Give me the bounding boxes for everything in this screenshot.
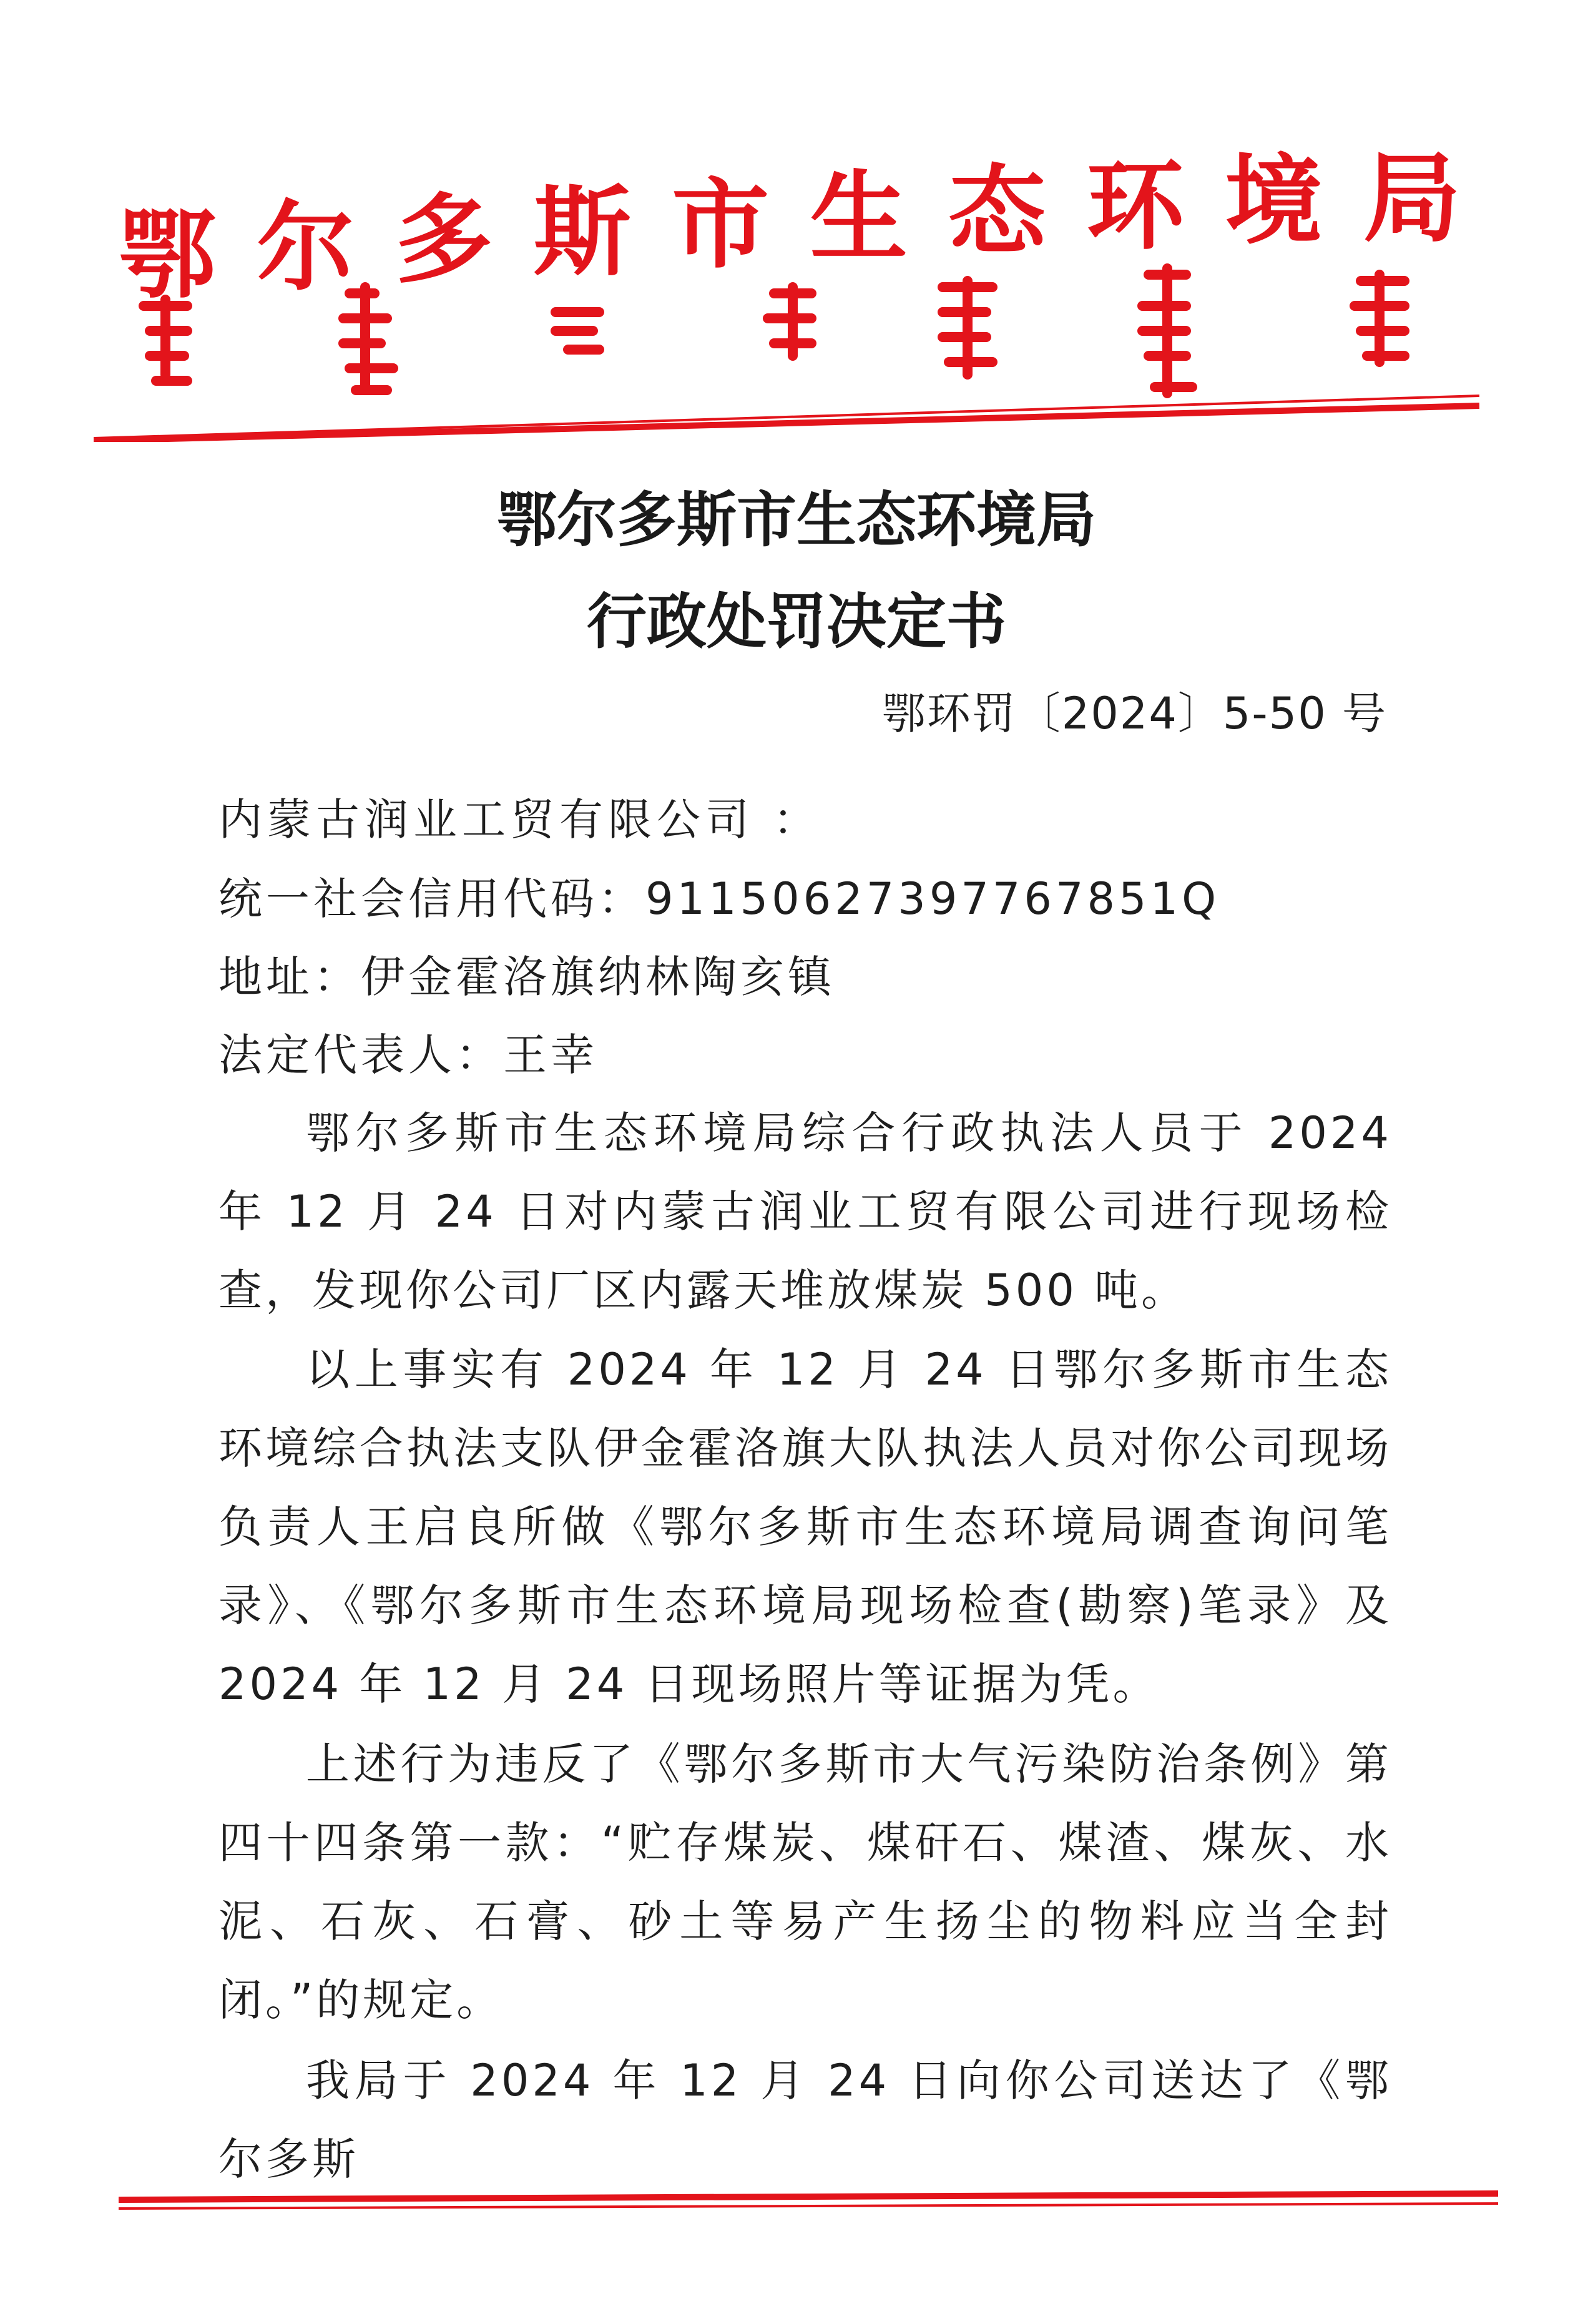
- letterhead-char: 局: [1363, 141, 1461, 255]
- body-paragraph: 鄂尔多斯市生态环境局综合行政执法人员于 2024 年 12 月 24 日对内蒙古润业工贸有限公司进行现场检查，发现你公司厂区内露天堆放煤炭 500 吨。: [218, 1107, 1392, 1316]
- letterhead-char: 态: [948, 154, 1046, 268]
- document-number: 鄂环罚〔2024〕5-50 号: [881, 688, 1387, 739]
- party-address: 地址：伊金霍洛旗纳林陶亥镇: [218, 951, 835, 1003]
- letterhead-char: 多: [395, 182, 493, 297]
- letterhead-char: 斯: [533, 175, 631, 289]
- party-name: 内蒙古润业工贸有限公司 ：: [218, 794, 822, 845]
- footer-red-rule: [119, 2190, 1498, 2215]
- body-paragraph: 上述行为违反了《鄂尔多斯市大气污染防治条例》第四十四条第一款：“贮存煤炭、煤矸石、煤渣、煤灰、水泥、石灰、石膏、砂土等易产生扬尘的物料应当全封闭。”的规定。: [218, 1738, 1392, 2026]
- letterhead-char: 市: [672, 167, 770, 282]
- letterhead-char: 生: [810, 160, 908, 274]
- letterhead-char: 鄂: [119, 197, 216, 311]
- letterhead-char: 境: [1225, 144, 1323, 258]
- party-legal-representative: 法定代表人：王幸: [218, 1029, 598, 1081]
- letterhead-char: 尔: [257, 190, 355, 304]
- letterhead-red-rule: [94, 392, 1479, 442]
- body-paragraph: 我局于 2024 年 12 月 24 日向你公司送达了《鄂尔多斯: [218, 2055, 1392, 2185]
- document-title-line2: 行政处罚决定书: [587, 586, 1006, 657]
- body-paragraph: 以上事实有 2024 年 12 月 24 日鄂尔多斯市生态环境综合执法支队伊金霍洛旗大队执法人员对你公司现场负责人王启良所做《鄂尔多斯市生态环境局调查询问笔录》、《鄂尔多斯市生态环境局现场检查(勘察)笔录》及 2024 年 12 月 24 日现场照片等证据为凭。: [218, 1344, 1392, 1710]
- letterhead-char: 环: [1086, 149, 1184, 263]
- party-credit-code: 统一社会信用代码：91150627397767851Q: [218, 873, 1220, 924]
- document-title-line1: 鄂尔多斯市生态环境局: [497, 484, 1096, 555]
- letterhead-mongolian-script: [119, 262, 1461, 406]
